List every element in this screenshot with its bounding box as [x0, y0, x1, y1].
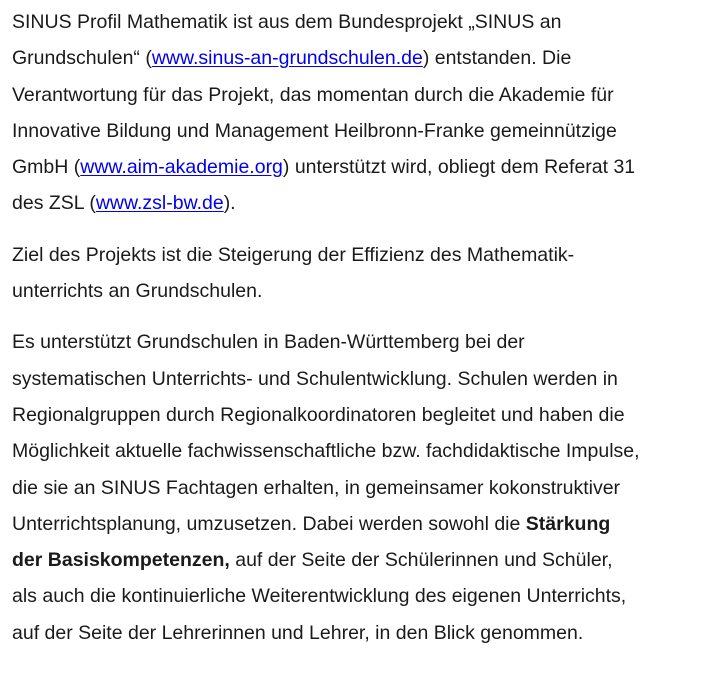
text-span: Regionalgruppen durch Regionalkoordinatoren begleitet und haben die — [12, 403, 625, 426]
text-span: GmbH ( — [12, 156, 81, 179]
text-line — [12, 185, 707, 221]
text-line — [12, 324, 707, 360]
text-span: ) unterstützt wird, obliegt dem Referat 31 — [282, 156, 636, 179]
text-line — [12, 397, 707, 433]
text-line — [12, 433, 707, 469]
text-span: Unterrichtsplanung, umzusetzen. Dabei werden sowohl die — [12, 512, 526, 535]
text-span: SINUS Profil Mathematik ist aus dem Bundesprojekt „SINUS an — [12, 11, 562, 33]
link-aim-akademie[interactable]: www.aim-akademie.org — [80, 156, 283, 179]
text-line — [12, 273, 707, 309]
text-line — [12, 470, 707, 506]
text-line — [12, 542, 707, 578]
text-span: die sie an SINUS Fachtagen erhalten, in gemeinsamer kokonstruktiver — [12, 476, 621, 499]
text-span: Ziel des Projekts ist die Steigerung der Effizienz des Mathematik- — [12, 243, 575, 266]
bold-text: der Basiskompetenzen, — [12, 549, 230, 572]
text-line — [12, 578, 707, 614]
text-span: Verantwortung für das Projekt, das momentan durch die Akademie für — [12, 83, 614, 106]
paragraph-project-support — [12, 324, 707, 651]
text-line — [12, 4, 707, 40]
text-span: ). — [223, 192, 236, 215]
text-line — [12, 40, 707, 76]
document-body — [12, 4, 707, 651]
text-span: des ZSL ( — [12, 192, 96, 215]
text-span: auf der Seite der Lehrerinnen und Lehrer, in den Blick genommen. — [12, 621, 584, 644]
text-line — [12, 506, 707, 542]
text-span: Es unterstützt Grundschulen in Baden-Württemberg bei der — [12, 331, 525, 354]
text-line — [12, 113, 707, 149]
text-line — [12, 237, 707, 273]
paragraph-project-goal — [12, 237, 707, 310]
text-span: Grundschulen“ ( — [12, 47, 152, 70]
text-span: systematischen Unterrichts- und Schulentwicklung. Schulen werden in — [12, 367, 618, 390]
bold-text: Stärkung — [525, 512, 611, 535]
paragraph-project-origin — [12, 4, 707, 222]
link-sinus-an-grundschulen[interactable]: www.sinus-an-grundschulen.de — [151, 47, 423, 70]
text-span: unterrichts an Grundschulen. — [12, 280, 263, 303]
text-span: als auch die kontinuierliche Weiterentwicklung des eigenen Unterrichts, — [12, 585, 627, 608]
text-line — [12, 77, 707, 113]
text-line — [12, 361, 707, 397]
text-span: Innovative Bildung und Management Heilbronn-Franke gemeinnützige — [12, 119, 617, 142]
text-line — [12, 149, 707, 185]
text-span: auf der Seite der Schülerinnen und Schüler, — [229, 549, 613, 572]
text-span: Möglichkeit aktuelle fachwissenschaftliche bzw. fachdidaktische Impulse, — [12, 440, 640, 463]
link-zsl-bw[interactable]: www.zsl-bw.de — [95, 192, 224, 215]
text-span: ) entstanden. Die — [422, 47, 572, 70]
text-line — [12, 615, 707, 651]
